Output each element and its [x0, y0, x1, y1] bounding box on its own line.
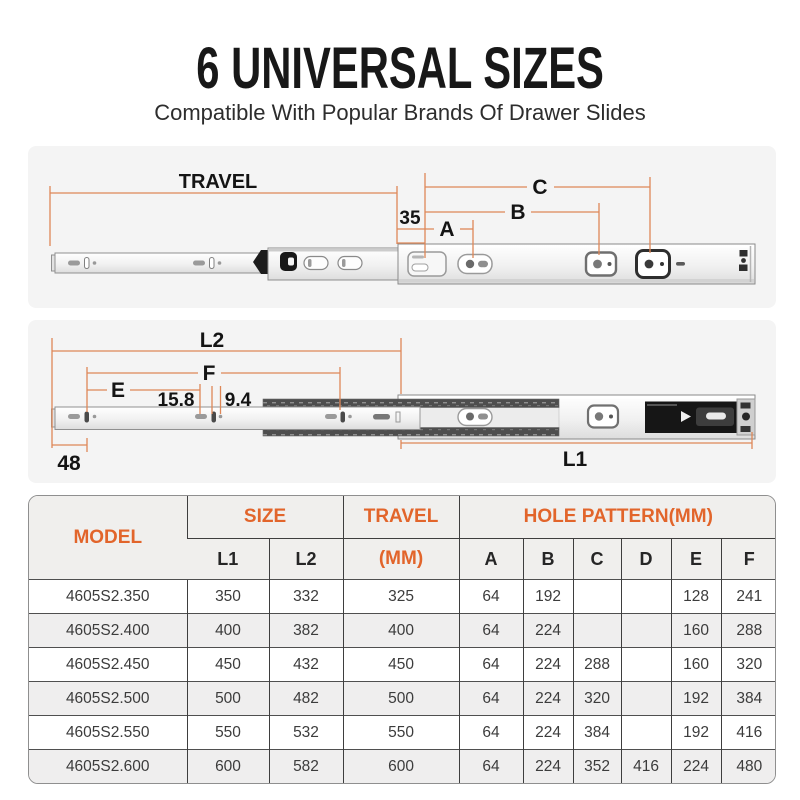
cell-travel: 325 [343, 580, 459, 614]
dim-b-label: B [510, 201, 526, 224]
col-header-l1: L1 [187, 539, 269, 580]
offset-35-label: 35 [399, 208, 421, 229]
cell-l1: 450 [187, 648, 269, 682]
cell-c: 352 [573, 750, 621, 784]
cell-model: 4605S2.600 [29, 750, 187, 784]
cell-l2: 432 [269, 648, 343, 682]
inner-rail [52, 253, 286, 273]
cell-l2: 482 [269, 682, 343, 716]
dim-c-label: C [532, 176, 548, 199]
cell-model: 4605S2.550 [29, 716, 187, 750]
cell-a: 64 [459, 716, 523, 750]
cell-b: 224 [523, 716, 573, 750]
cell-f: 320 [721, 648, 776, 682]
cell-e: 160 [671, 614, 721, 648]
cell-b: 224 [523, 750, 573, 784]
col-header-hole-pattern: HOLE PATTERN(MM) [459, 496, 776, 539]
spec-table [28, 495, 776, 784]
cell-c: 288 [573, 648, 621, 682]
cell-l1: 600 [187, 750, 269, 784]
cell-b: 192 [523, 580, 573, 614]
cell-travel: 550 [343, 716, 459, 750]
col-header-f: F [721, 539, 776, 580]
table-row [29, 716, 776, 750]
table-row [29, 682, 776, 716]
cell-e: 224 [671, 750, 721, 784]
cell-e: 160 [671, 648, 721, 682]
diagram-extended-slide [28, 146, 776, 308]
dim-f-label: F [202, 362, 216, 385]
cell-c: 384 [573, 716, 621, 750]
col-header-size: SIZE [187, 496, 343, 539]
cell-a: 64 [459, 580, 523, 614]
cell-model: 4605S2.450 [29, 648, 187, 682]
cell-d [621, 682, 671, 716]
dim-a-label: A [439, 218, 455, 241]
col-header-d: D [621, 539, 671, 580]
cell-a: 64 [459, 648, 523, 682]
cell-a: 64 [459, 614, 523, 648]
cell-l2: 382 [269, 614, 343, 648]
dim-9-4-label: 9.4 [224, 390, 252, 411]
cell-f: 288 [721, 614, 776, 648]
cell-l2: 532 [269, 716, 343, 750]
diagram-closed-slide [28, 320, 776, 483]
middle-rail [268, 248, 400, 280]
cell-l1: 400 [187, 614, 269, 648]
cell-model: 4605S2.500 [29, 682, 187, 716]
page-title-wrap [0, 36, 800, 101]
cell-e: 192 [671, 716, 721, 750]
cell-travel: 450 [343, 648, 459, 682]
cell-c [573, 614, 621, 648]
table-row [29, 750, 776, 784]
cell-f: 241 [721, 580, 776, 614]
cell-f: 416 [721, 716, 776, 750]
cell-l2: 582 [269, 750, 343, 784]
col-header-travel: TRAVEL [343, 496, 459, 539]
dim-e-label: E [110, 379, 126, 402]
cell-c [573, 580, 621, 614]
cell-travel: 500 [343, 682, 459, 716]
dim-15-8-label: 15.8 [157, 390, 195, 411]
col-header-travel-mm: (MM) [343, 539, 459, 580]
table-row [29, 580, 776, 614]
l1-label: L1 [562, 448, 588, 471]
table-row [29, 648, 776, 682]
cell-model: 4605S2.400 [29, 614, 187, 648]
cell-b: 224 [523, 614, 573, 648]
cell-travel: 600 [343, 750, 459, 784]
cell-model: 4605S2.350 [29, 580, 187, 614]
cell-a: 64 [459, 682, 523, 716]
cell-l2: 332 [269, 580, 343, 614]
page-subtitle: Compatible With Popular Brands Of Drawer Slides [154, 100, 646, 125]
extended-slide-drawing [28, 146, 776, 308]
l2-label: L2 [199, 329, 225, 352]
cell-b: 224 [523, 682, 573, 716]
cell-travel: 400 [343, 614, 459, 648]
outer-rail [398, 244, 755, 284]
col-header-c: C [573, 539, 621, 580]
cell-c: 320 [573, 682, 621, 716]
travel-label: TRAVEL [178, 171, 258, 193]
cell-b: 224 [523, 648, 573, 682]
col-header-l2: L2 [269, 539, 343, 580]
page-title: 6 UNIVERSAL SIZES [196, 36, 604, 101]
cell-e: 192 [671, 682, 721, 716]
cell-d: 416 [621, 750, 671, 784]
cell-l1: 500 [187, 682, 269, 716]
cell-e: 128 [671, 580, 721, 614]
cell-l1: 550 [187, 716, 269, 750]
col-header-a: A [459, 539, 523, 580]
cell-d [621, 580, 671, 614]
cell-a: 64 [459, 750, 523, 784]
cell-d [621, 614, 671, 648]
col-header-b: B [523, 539, 573, 580]
cell-d [621, 716, 671, 750]
dim-48-label: 48 [57, 452, 81, 475]
col-header-e: E [671, 539, 721, 580]
cell-l1: 350 [187, 580, 269, 614]
table-row [29, 614, 776, 648]
cell-d [621, 648, 671, 682]
closed-slide-drawing [28, 320, 776, 483]
col-header-model: MODEL [29, 496, 187, 580]
cell-f: 384 [721, 682, 776, 716]
cell-f: 480 [721, 750, 776, 784]
